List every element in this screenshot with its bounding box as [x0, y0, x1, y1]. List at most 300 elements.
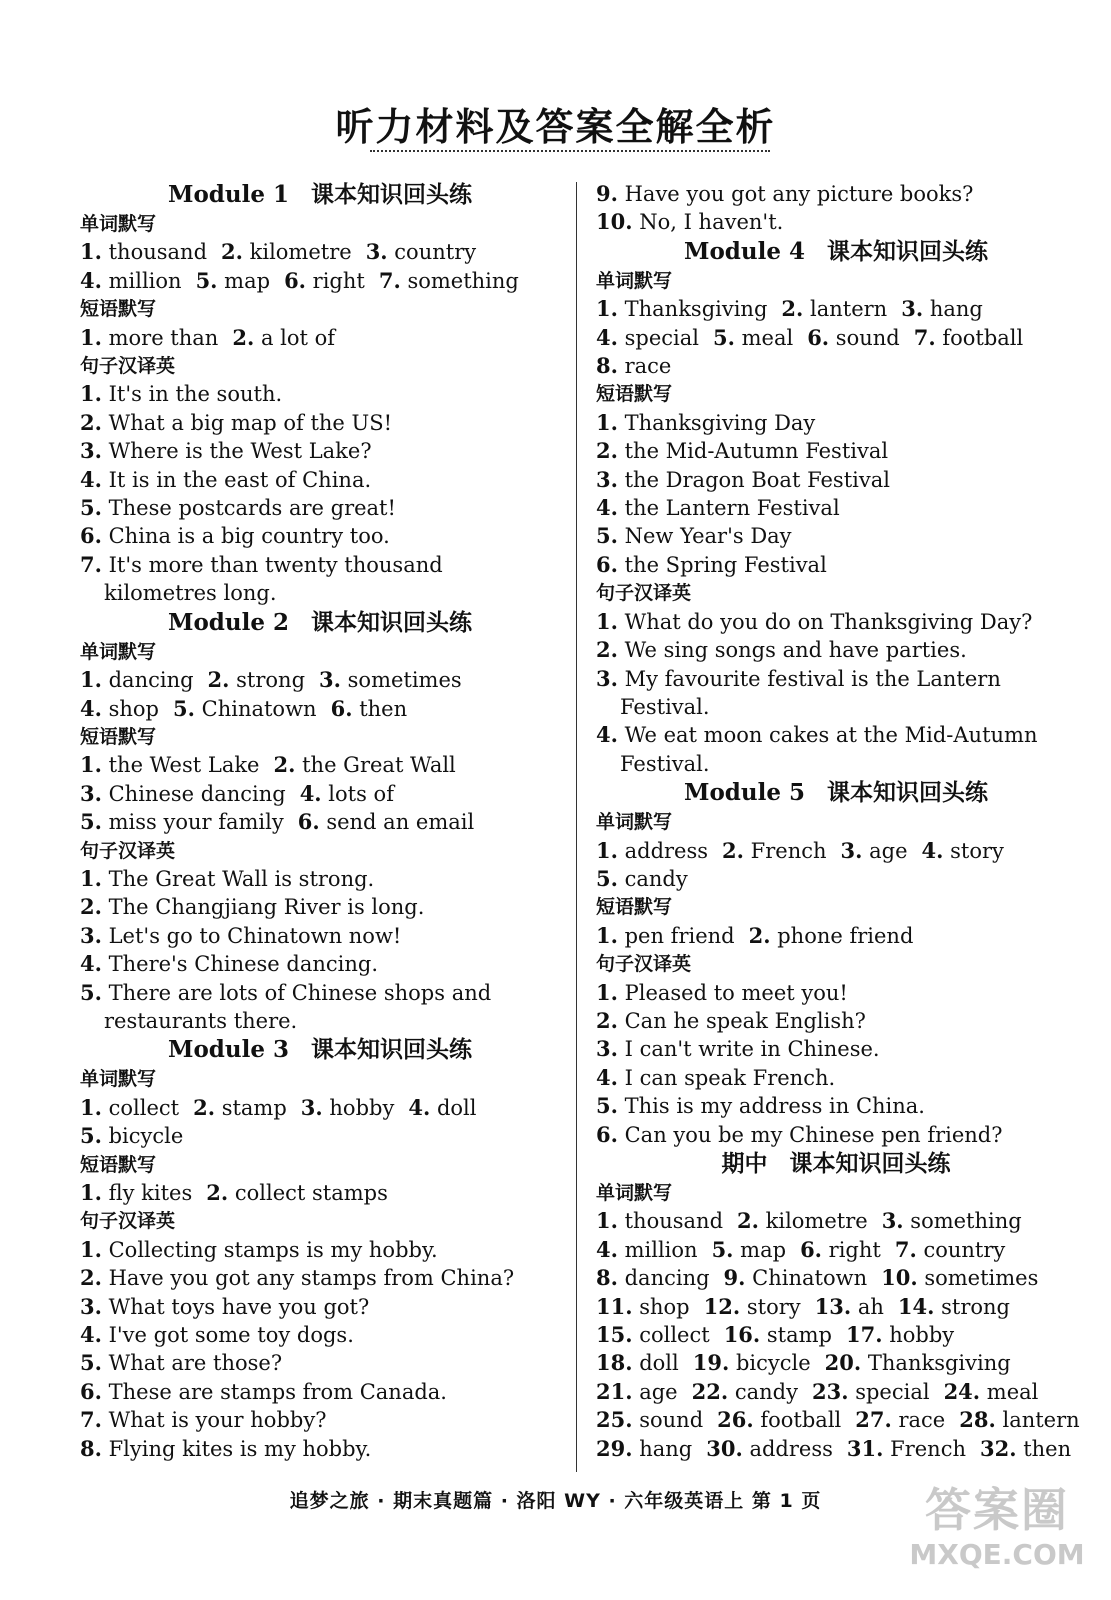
module-heading [80, 180, 560, 210]
item-number: 12. [703, 1293, 741, 1319]
item-text: No, I haven't. [632, 210, 784, 235]
item-text: shop [632, 1294, 690, 1319]
answer-row [80, 666, 560, 694]
section-heading: 句子汉译英 [80, 839, 176, 862]
item-text: Pleased to meet you! [617, 980, 848, 1005]
item-text: more than [101, 325, 219, 350]
item-text: miss your family [101, 810, 284, 835]
item-number: 5. [80, 1350, 102, 1376]
item-number: 3. [80, 1293, 102, 1319]
item-number: 19. [692, 1350, 730, 1376]
item-number: 4. [80, 695, 102, 721]
item-text: What toys have you got? [101, 1294, 370, 1319]
answer-row [80, 1094, 560, 1122]
left-column [80, 180, 560, 1463]
item-text: a lot of [254, 325, 336, 350]
sentence-item [596, 636, 1076, 664]
item-text: French [743, 838, 827, 863]
item-number: 2. [206, 1180, 229, 1205]
item-text: French [883, 1436, 966, 1461]
answer-row [596, 865, 1076, 893]
section-heading: 句子汉译英 [80, 1210, 176, 1233]
sentence-item [596, 1035, 1076, 1063]
sentence-item [596, 1064, 1076, 1092]
sentence-item [80, 1264, 560, 1292]
watermark-url: MXQE.COM [909, 1538, 1085, 1571]
item-number: 5. [711, 1236, 734, 1262]
item-number: 4. [921, 837, 944, 863]
sentence-item [596, 409, 1076, 437]
module-subtitle: 课本知识回头练 [827, 238, 988, 265]
item-text: pen friend [617, 923, 735, 948]
sentence-item [596, 665, 1076, 722]
item-number: 14. [897, 1293, 935, 1319]
item-text: shop [101, 696, 160, 721]
item-text: the Dragon Boat Festival [617, 467, 890, 492]
item-text: right [306, 268, 365, 293]
item-number: 7. [378, 267, 401, 293]
item-number: 31. [846, 1435, 884, 1461]
item-number: 17. [846, 1322, 883, 1348]
item-number: 4. [299, 780, 322, 806]
watermark-logo: 答案圈 [925, 1483, 1069, 1537]
item-number: 3. [596, 466, 618, 492]
item-text: address [617, 838, 709, 863]
section-heading: 句子汉译英 [80, 355, 176, 378]
item-text: What is your hobby? [101, 1408, 327, 1433]
item-text: then [352, 696, 408, 721]
item-number: 2. [273, 752, 296, 778]
item-text: sound [829, 325, 900, 350]
section-heading: 单词默写 [80, 213, 157, 235]
item-text: China is a big country too. [101, 524, 390, 549]
module-heading [80, 1035, 560, 1065]
item-text: the Spring Festival [617, 552, 827, 577]
item-text: I can speak French. [617, 1065, 836, 1090]
sentence-item [80, 551, 560, 608]
item-number: 5. [596, 1093, 618, 1119]
sentence-item [596, 608, 1076, 636]
item-number: 4. [596, 495, 618, 521]
answer-row [80, 808, 560, 836]
item-number: 2. [80, 409, 102, 435]
section-heading: 短语默写 [80, 725, 157, 748]
item-text: the West Lake [101, 753, 260, 778]
item-text: I've got some toy dogs. [101, 1323, 354, 1348]
item-number: 1. [80, 1094, 102, 1120]
item-number: 4. [596, 722, 618, 748]
sentence-item [596, 1121, 1076, 1149]
item-text: thousand [101, 240, 208, 265]
item-number: 3. [300, 1094, 323, 1120]
item-text: sound [632, 1408, 704, 1433]
item-number: 4. [80, 951, 102, 977]
answer-row [596, 1321, 1076, 1349]
section-heading: 单词默写 [596, 269, 673, 292]
item-number: 28. [959, 1407, 996, 1433]
answer-row [596, 295, 1076, 323]
item-text: Can he speak English? [617, 1008, 866, 1033]
item-text: These are stamps from Canada. [101, 1379, 447, 1404]
item-number: 5. [80, 979, 102, 1005]
item-text: the Lantern Festival [617, 496, 840, 521]
item-text: lantern [803, 297, 888, 322]
module-name: Module 3 [168, 1036, 289, 1064]
item-text: The Changjiang River is long. [101, 895, 425, 920]
item-number: 4. [408, 1094, 431, 1120]
answer-row [80, 267, 560, 295]
module-name: Module 5 [684, 779, 805, 807]
item-number: 3. [319, 667, 341, 693]
item-number: 1. [80, 381, 102, 407]
item-number: 1. [596, 979, 618, 1005]
item-number: 3. [596, 665, 618, 691]
answer-row [596, 352, 1076, 380]
item-number: 29. [596, 1435, 633, 1461]
item-number: 1. [596, 409, 618, 435]
item-number: 2. [596, 1007, 618, 1033]
item-text: address [742, 1436, 833, 1461]
item-text: Chinatown [745, 1266, 868, 1291]
item-text: Chinatown [194, 696, 317, 721]
answer-row [596, 324, 1076, 352]
item-text: dancing [617, 1266, 710, 1291]
answer-row [80, 1122, 560, 1150]
item-number: 3. [80, 922, 102, 948]
item-number: 6. [807, 324, 830, 350]
item-text: the Great Wall [295, 753, 456, 778]
item-text: Thanksgiving [617, 297, 768, 322]
item-text: doll [632, 1351, 679, 1376]
item-text: These postcards are great! [101, 496, 396, 521]
section-heading: 单词默写 [80, 640, 157, 663]
item-number: 1. [596, 922, 618, 948]
sentence-item [596, 466, 1076, 494]
sentence-item [80, 1406, 560, 1434]
section-heading: 短语默写 [80, 1153, 157, 1176]
section-heading: 句子汉译英 [596, 582, 692, 605]
item-text: collect stamps [228, 1181, 388, 1205]
item-number: 5. [195, 267, 218, 293]
item-text: There's Chinese dancing. [101, 952, 379, 977]
item-number: 10. [881, 1265, 918, 1291]
sentence-item [596, 522, 1076, 550]
item-text: kilometre [242, 240, 352, 265]
section-heading: 单词默写 [596, 1182, 673, 1204]
item-text: We sing songs and have parties. [617, 638, 967, 663]
item-text: strong [934, 1294, 1010, 1319]
sentence-item [80, 979, 560, 1036]
item-number: 5. [712, 324, 735, 350]
item-text: special [617, 325, 699, 350]
item-number: 5. [596, 865, 618, 891]
item-number: 16. [723, 1322, 761, 1348]
answer-row [80, 695, 560, 723]
item-number: 2. [207, 667, 230, 693]
item-text: map [733, 1237, 787, 1262]
section-heading: 短语默写 [596, 896, 673, 919]
item-text: Thanksgiving Day [617, 410, 816, 435]
item-text: race [617, 354, 672, 379]
item-text: then [1016, 1436, 1072, 1461]
item-number: 4. [80, 1322, 102, 1348]
item-text: million [617, 1237, 698, 1262]
item-text: something [400, 268, 519, 293]
title-divider [370, 150, 770, 152]
item-text: race [891, 1408, 946, 1433]
section-heading: 句子汉译英 [596, 953, 692, 976]
item-text: Can you be my Chinese pen friend? [617, 1122, 1003, 1147]
sentence-item [80, 865, 560, 893]
module-subtitle: 课本知识回头练 [311, 1037, 472, 1064]
module-heading [596, 1149, 1076, 1179]
module-subtitle: 课本知识回头练 [311, 609, 472, 636]
item-number: 5. [80, 809, 102, 835]
item-text: something [903, 1209, 1022, 1234]
item-text: thousand [617, 1209, 724, 1234]
item-number: 1. [596, 296, 618, 322]
answer-row [596, 1378, 1076, 1406]
item-text: map [217, 268, 271, 293]
item-number: 1. [596, 837, 618, 863]
item-number: 6. [80, 1378, 102, 1404]
module-heading [80, 608, 560, 638]
item-text: ah [851, 1294, 884, 1319]
item-number: 6. [284, 267, 306, 293]
item-text: million [101, 268, 182, 293]
item-number: 2. [221, 239, 243, 265]
item-number: 1. [80, 667, 102, 693]
sentence-item [596, 551, 1076, 579]
item-number: 2. [596, 637, 618, 663]
answer-row [80, 780, 560, 808]
right-column [596, 180, 1080, 1463]
sentence-item [80, 437, 560, 465]
item-number: 7. [80, 1407, 102, 1433]
item-number: 5. [80, 495, 102, 521]
item-text: right [822, 1237, 881, 1262]
item-number: 2. [781, 296, 804, 322]
item-text: fly kites [101, 1181, 193, 1205]
item-number: 4. [596, 324, 618, 350]
item-number: 4. [80, 267, 102, 293]
item-number: 13. [814, 1293, 852, 1319]
item-number: 3. [596, 1036, 618, 1062]
item-number: 4. [80, 466, 102, 492]
sentence-item [80, 380, 560, 408]
item-number: 1. [80, 865, 102, 891]
section-heading: 短语默写 [80, 298, 157, 321]
item-number: 1. [80, 324, 102, 350]
item-number: 6. [330, 695, 353, 721]
item-number: 22. [691, 1378, 729, 1404]
item-text: football [935, 325, 1024, 350]
item-text: What do you do on Thanksgiving Day? [617, 609, 1033, 634]
item-number: 9. [596, 181, 618, 206]
item-number: 3. [80, 438, 102, 464]
answer-row [596, 1236, 1076, 1264]
sentence-item [596, 494, 1076, 522]
answer-row [596, 1349, 1076, 1377]
item-number: 4. [596, 1236, 618, 1262]
item-text: special [848, 1379, 930, 1404]
item-text: hang [632, 1436, 693, 1461]
sentence-item [596, 208, 1076, 236]
item-text: lots of [321, 781, 394, 806]
item-number: 6. [297, 809, 320, 835]
sentence-item [80, 1378, 560, 1406]
item-text: Flying kites is my hobby. [101, 1436, 372, 1461]
module-heading [596, 778, 1076, 808]
item-text: bicycle [729, 1351, 811, 1376]
module-subtitle: 课本知识回头练 [311, 182, 472, 208]
section-heading: 单词默写 [80, 1068, 157, 1091]
sentence-item [80, 1435, 560, 1463]
item-number: 30. [706, 1435, 743, 1461]
sentence-item [80, 922, 560, 950]
item-number: 2. [232, 324, 255, 350]
item-number: 1. [80, 1236, 102, 1262]
item-number: 3. [80, 780, 102, 806]
item-text: doll [430, 1095, 477, 1120]
item-number: 1. [80, 239, 102, 265]
item-text: collect [101, 1095, 180, 1120]
item-text: It's in the south. [101, 382, 283, 407]
item-text: hobby [322, 1095, 395, 1120]
sentence-item [80, 494, 560, 522]
item-number: 5. [173, 695, 195, 721]
item-number: 2. [748, 922, 771, 948]
item-number: 3. [840, 837, 863, 863]
answer-row [596, 1264, 1076, 1292]
item-text: sometimes [917, 1266, 1039, 1291]
sentence-item [596, 721, 1076, 778]
item-number: 6. [596, 1121, 618, 1147]
item-text: Where is the West Lake? [101, 439, 372, 464]
item-text: the Mid-Autumn Festival [617, 439, 889, 464]
sentence-item [80, 466, 560, 494]
item-number: 26. [717, 1407, 754, 1433]
item-text: What a big map of the US! [101, 410, 393, 435]
item-text: My favourite festival is the Lantern Festival. [617, 666, 1001, 719]
item-number: 7. [894, 1236, 917, 1262]
sentence-item [596, 1007, 1076, 1035]
item-text: send an email [319, 810, 475, 835]
item-number: 7. [913, 324, 936, 350]
module-name: Module 1 [168, 181, 289, 208]
item-text: Thanksgiving [861, 1351, 1011, 1376]
item-text: What are those? [101, 1351, 283, 1376]
item-number: 2. [80, 1265, 102, 1291]
item-text: football [753, 1408, 842, 1433]
item-number: 8. [596, 1265, 618, 1291]
item-text: Chinese dancing [101, 781, 286, 806]
item-text: country [387, 240, 477, 265]
item-number: 3. [881, 1208, 904, 1234]
item-text: story [943, 838, 1004, 863]
sentence-item [596, 1092, 1076, 1120]
item-number: 6. [596, 551, 618, 577]
module-name: Module 4 [684, 237, 805, 265]
answer-row [596, 922, 1076, 950]
sentence-item [80, 409, 560, 437]
item-number: 5. [596, 523, 618, 549]
item-text: It's more than twenty thousand kilometres long. [101, 552, 443, 606]
answer-row [596, 837, 1076, 865]
item-text: This is my address in China. [617, 1094, 925, 1119]
item-text: Have you got any stamps from China? [101, 1266, 515, 1291]
item-text: stamp [215, 1095, 287, 1120]
sentence-item [596, 180, 1076, 208]
module-name: Module 2 [168, 608, 289, 636]
item-text: candy [617, 866, 688, 891]
item-text: phone friend [770, 923, 914, 948]
item-number: 2. [737, 1208, 759, 1234]
item-number: 5. [80, 1123, 102, 1149]
item-number: 1. [80, 1180, 102, 1205]
item-text: I can't write in Chinese. [617, 1037, 880, 1062]
sentence-item [80, 1293, 560, 1321]
item-number: 6. [800, 1236, 822, 1262]
item-number: 6. [80, 523, 102, 549]
answer-row [80, 1179, 560, 1207]
sentence-item [80, 950, 560, 978]
item-text: sometimes [340, 668, 462, 693]
item-text: Let's go to Chinatown now! [101, 923, 402, 948]
item-number: 32. [979, 1435, 1017, 1461]
section-heading: 短语默写 [596, 383, 673, 406]
answer-row [596, 1207, 1076, 1235]
item-number: 24. [943, 1378, 981, 1404]
item-text: There are lots of Chinese shops and restaurants there. [101, 980, 492, 1033]
item-number: 21. [596, 1378, 633, 1404]
item-number: 3. [901, 296, 924, 322]
sentence-item [80, 1321, 560, 1349]
sentence-item [80, 522, 560, 550]
item-text: kilometre [758, 1209, 868, 1234]
module-name: 期中 [721, 1150, 768, 1177]
sentence-item [80, 1236, 560, 1264]
item-text: meal [980, 1379, 1039, 1404]
item-number: 8. [80, 1435, 102, 1461]
page-title: 听力材料及答案全解全析 [335, 105, 776, 149]
item-text: collect [632, 1323, 710, 1348]
item-number: 27. [855, 1407, 892, 1433]
answer-row [80, 238, 560, 266]
item-text: It is in the east of China. [101, 467, 372, 492]
item-number: 2. [80, 894, 102, 920]
item-text: We eat moon cakes at the Mid-Autumn Festival. [617, 723, 1038, 776]
item-number: 1. [80, 752, 102, 778]
item-text: Have you got any picture books? [617, 182, 974, 206]
item-text: The Great Wall is strong. [101, 866, 375, 891]
item-number: 25. [596, 1407, 633, 1433]
item-number: 2. [193, 1094, 216, 1120]
item-text: dancing [101, 668, 194, 693]
sentence-item [596, 979, 1076, 1007]
sentence-item [596, 437, 1076, 465]
module-subtitle: 课本知识回头练 [827, 780, 988, 807]
answer-row [596, 1293, 1076, 1321]
item-text: age [862, 838, 908, 863]
item-number: 15. [596, 1322, 633, 1348]
item-number: 11. [596, 1293, 633, 1319]
item-number: 4. [596, 1064, 618, 1090]
answer-row [80, 324, 560, 352]
item-number: 10. [596, 209, 633, 235]
item-text: bicycle [101, 1124, 184, 1149]
item-text: Collecting stamps is my hobby. [101, 1237, 438, 1262]
